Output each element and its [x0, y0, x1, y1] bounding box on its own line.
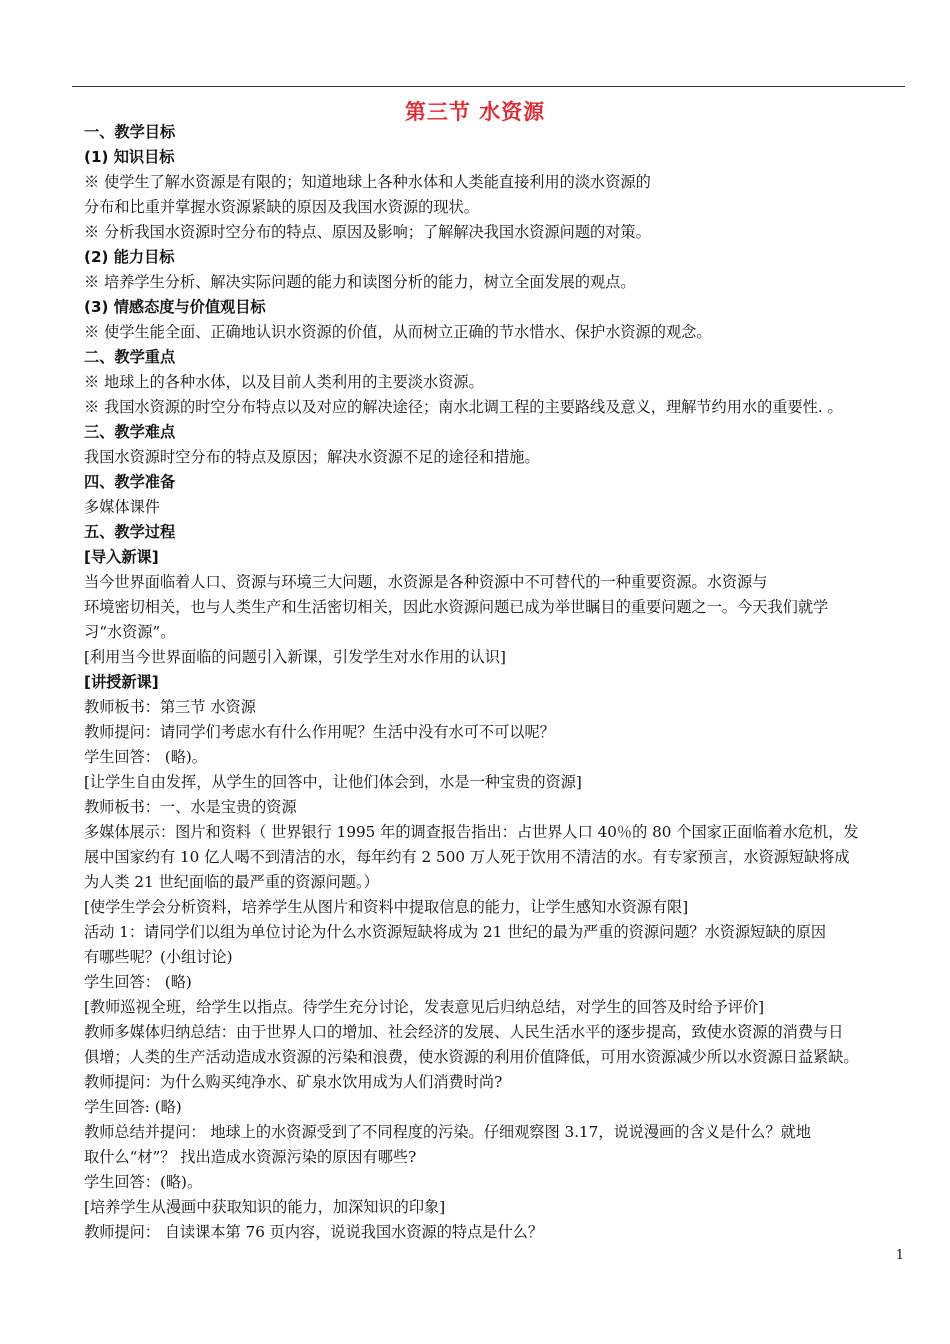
- body-line: [利用当今世界面临的问题引入新课，引发学生对水作用的认识]: [84, 648, 506, 666]
- body-line: 教师多媒体归纳总结：由于世界人口的增加、社会经济的发展、人民生活水平的逐步提高，致使水资源的消费与日: [84, 1023, 844, 1041]
- section-heading: [导入新课]: [84, 548, 159, 566]
- body-line: ※ 使学生能全面、正确地认识水资源的价值，从而树立正确的节水惜水、保护水资源的观念。: [84, 323, 712, 341]
- body-line: [使学生学会分析资料，培养学生从图片和资料中提取信息的能力，让学生感知水资源有限]: [84, 898, 689, 916]
- body-line: 当今世界面临着人口、资源与环境三大问题，水资源是各种资源中不可替代的一种重要资源。水资源与: [84, 573, 768, 591]
- body-line: [培养学生从漫画中获取知识的能力，加深知识的印象]: [84, 1198, 446, 1216]
- body-line: 有哪些呢？(小组讨论): [84, 948, 233, 966]
- body-line: 多媒体展示：图片和资料（ 世界银行 1995 年的调查报告指出：占世界人口 40％的 80 个国家正面临着水危机，发: [84, 823, 859, 841]
- body-line: 教师总结并提问： 地球上的水资源受到了不同程度的污染。仔细观察图 3.17，说说漫画的含义是什么？就地: [84, 1123, 811, 1141]
- body-line: 学生回答：(略)。: [84, 1173, 203, 1191]
- body-line: ※ 我国水资源的时空分布特点以及对应的解决途径；南水北调工程的主要路线及意义，理解节约用水的重要性. 。: [84, 398, 843, 416]
- body-line: ※ 培养学生分析、解决实际问题的能力和读图分析的能力，树立全面发展的观点。: [84, 273, 636, 291]
- body-line: 展中国家约有 10 亿人喝不到清洁的水，每年约有 2 500 万人死于饮用不清洁的水。有专家预言，水资源短缺将成: [84, 848, 850, 866]
- header-rule: [72, 86, 905, 87]
- body-line: ※ 地球上的各种水体，以及目前人类利用的主要淡水资源。: [84, 373, 484, 391]
- page-number: 1: [895, 1248, 904, 1263]
- section-heading: (3) 情感态度与价值观目标: [84, 298, 266, 316]
- body-line: 活动 1：请同学们以组为单位讨论为什么水资源短缺将成为 21 世纪的最为严重的资源问题？水资源短缺的原因: [84, 923, 827, 941]
- body-line: 为人类 21 世纪面临的最严重的资源问题。）: [84, 873, 379, 891]
- body-line: [让学生自由发挥，从学生的回答中，让他们体会到，水是一种宝贵的资源]: [84, 773, 582, 791]
- body-line: ※ 使学生了解水资源是有限的；知道地球上各种水体和人类能直接利用的淡水资源的: [84, 173, 651, 191]
- body-line: ※ 分析我国水资源时空分布的特点、原因及影响；了解解决我国水资源问题的对策。: [84, 223, 651, 241]
- section-heading: 四、教学准备: [84, 473, 176, 491]
- section-heading: 一、教学目标: [84, 123, 176, 141]
- body-line: 教师板书：第三节 水资源: [84, 698, 256, 716]
- section-heading: (2) 能力目标: [84, 248, 175, 266]
- section-heading: 三、教学难点: [84, 423, 176, 441]
- section-heading: (1) 知识目标: [84, 148, 175, 166]
- body-line: 环境密切相关，也与人类生产和生活密切相关，因此水资源问题已成为举世瞩目的重要问题之一。今天我们就学: [84, 598, 829, 616]
- body-line: 取什么“材”？ 找出造成水资源污染的原因有哪些?: [84, 1148, 417, 1166]
- body-line: 习“水资源”。: [84, 623, 176, 641]
- body-line: 学生回答： (略): [84, 973, 192, 991]
- body-line: [教师巡视全班，给学生以指点。待学生充分讨论，发表意见后归纳总结，对学生的回答及时给予评价]: [84, 998, 765, 1016]
- body-line: 我国水资源时空分布的特点及原因；解决水资源不足的途径和措施。: [84, 448, 540, 466]
- body-line: 教师提问：为什么购买纯净水、矿泉水饮用成为人们消费时尚?: [84, 1073, 503, 1091]
- section-heading: 二、教学重点: [84, 348, 176, 366]
- body-line: 分布和比重并掌握水资源紧缺的原因及我国水资源的现状。: [84, 198, 479, 216]
- body-line: 俱增；人类的生产活动造成水资源的污染和浪费，使水资源的利用价值降低，可用水资源减少所以水资源日益紧缺。: [84, 1048, 859, 1066]
- body-line: 学生回答： (略)。: [84, 748, 207, 766]
- body-line: 教师提问： 自读课本第 76 页内容，说说我国水资源的特点是什么？: [84, 1223, 544, 1241]
- page-title: 第三节 水资源: [404, 100, 546, 124]
- section-heading: [讲授新课]: [84, 673, 159, 691]
- section-heading: 五、教学过程: [84, 523, 176, 541]
- body-line: 多媒体课件: [84, 498, 160, 516]
- body-line: 教师提问：请同学们考虑水有什么作用呢？生活中没有水可不可以呢？: [84, 723, 555, 741]
- body-line: 教师板书：一、水是宝贵的资源: [84, 798, 297, 816]
- body-line: 学生回答: (略): [84, 1098, 182, 1116]
